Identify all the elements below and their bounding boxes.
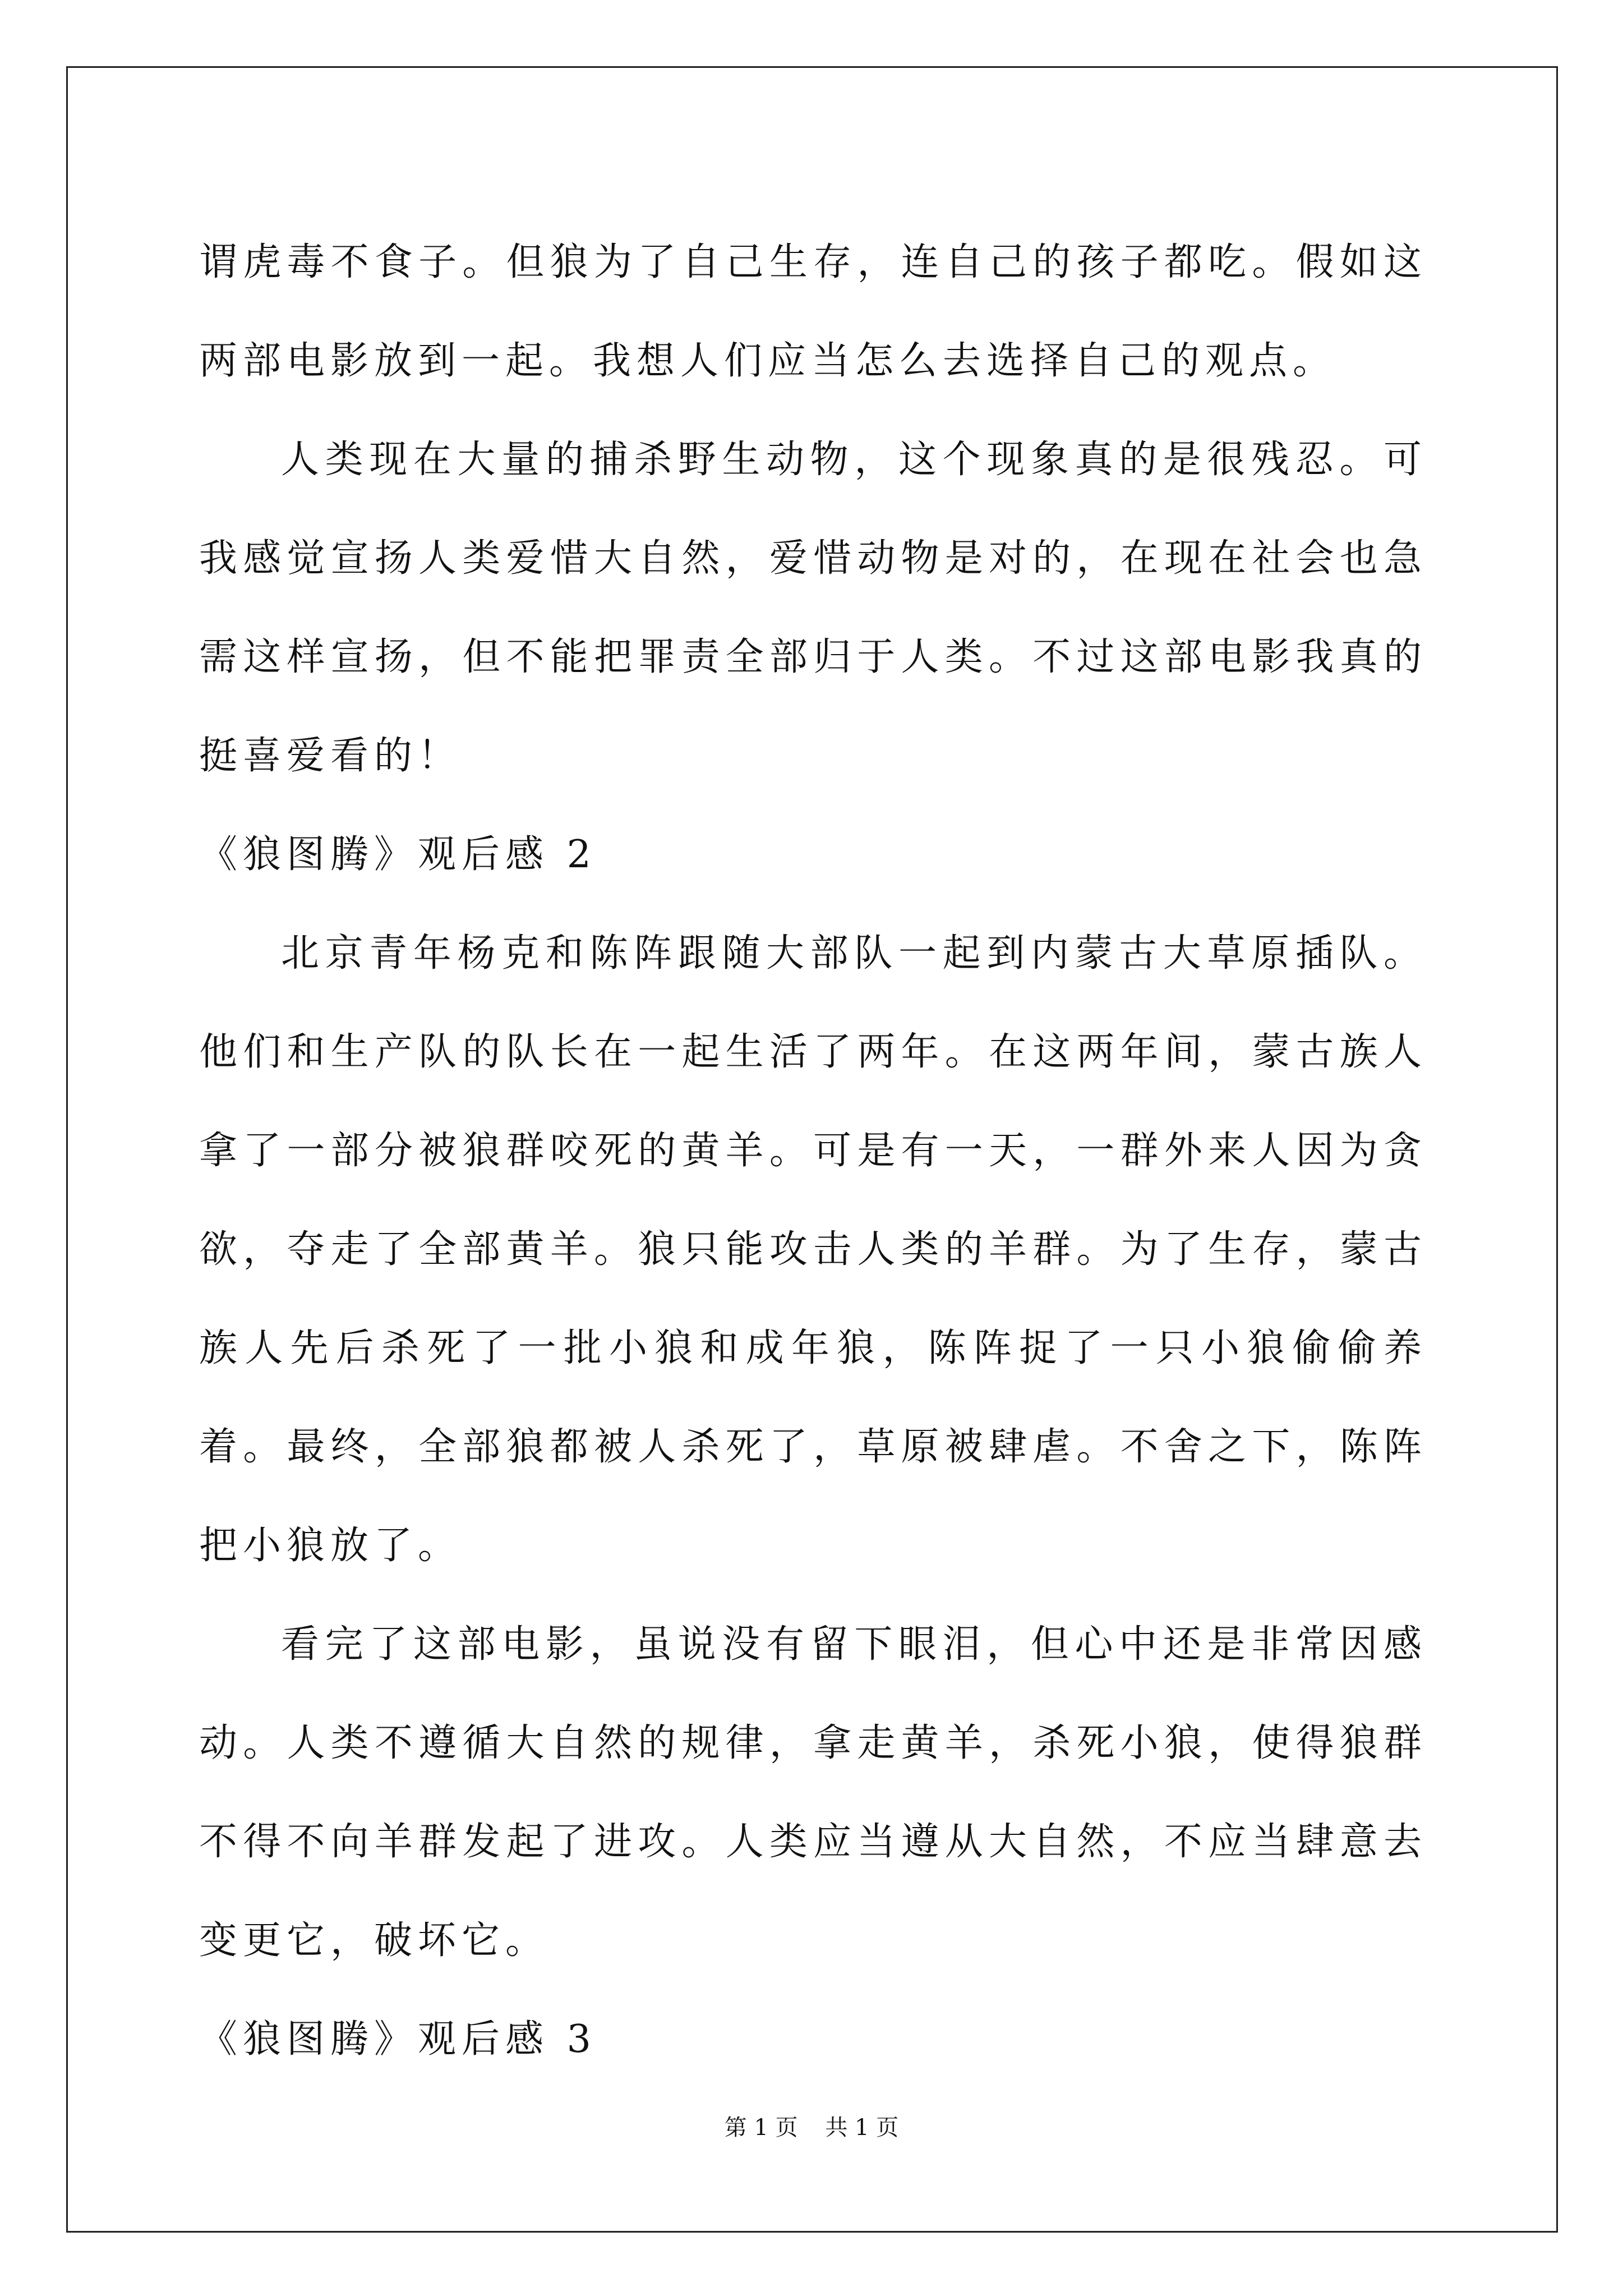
page-footer	[0, 2114, 1623, 2142]
section-heading: 《狼图腾》观后感 2	[199, 832, 597, 877]
page-total: 共 1 页	[825, 2115, 899, 2141]
paragraph: 看完了这部电影，虽说没有留下眼泪，但心中还是非常因感动。人类不遵循大自然的规律，拿走黄羊，杀死小狼，使得狼群不得不向羊群发起了进攻。人类应当遵从大自然，不应当肆意去变更它，破坏它。	[199, 1622, 1427, 1963]
page-number: 第 1 页	[724, 2115, 798, 2141]
section-heading: 《狼图腾》观后感 3	[199, 2017, 597, 2062]
paragraph: 人类现在大量的捕杀野生动物，这个现象真的是很残忍。可我感觉宣扬人类爱惜大自然，爱惜动物是对的，在现在社会也急需这样宣扬，但不能把罪责全部归于人类。不过这部电影我真的挺喜爱看的！	[199, 438, 1427, 778]
paragraph: 北京青年杨克和陈阵跟随大部队一起到内蒙古大草原插队。他们和生产队的队长在一起生活了两年。在这两年间，蒙古族人拿了一部分被狼群咬死的黄羊。可是有一天，一群外来人因为贪欲，夺走了全部黄羊。狼只能攻击人类的羊群。为了生存，蒙古族人先后杀死了一批小狼和成年狼，陈阵捉了一只小狼偷偷养着。最终，全部狼都被人杀死了，草原被肆虐。不舍之下，陈阵把小狼放了。	[199, 931, 1427, 1568]
paragraph: 谓虎毒不食子。但狼为了自己生存，连自己的孩子都吃。假如这两部电影放到一起。我想人们应当怎么去选择自己的观点。	[199, 240, 1427, 383]
document-body	[199, 213, 1427, 2089]
